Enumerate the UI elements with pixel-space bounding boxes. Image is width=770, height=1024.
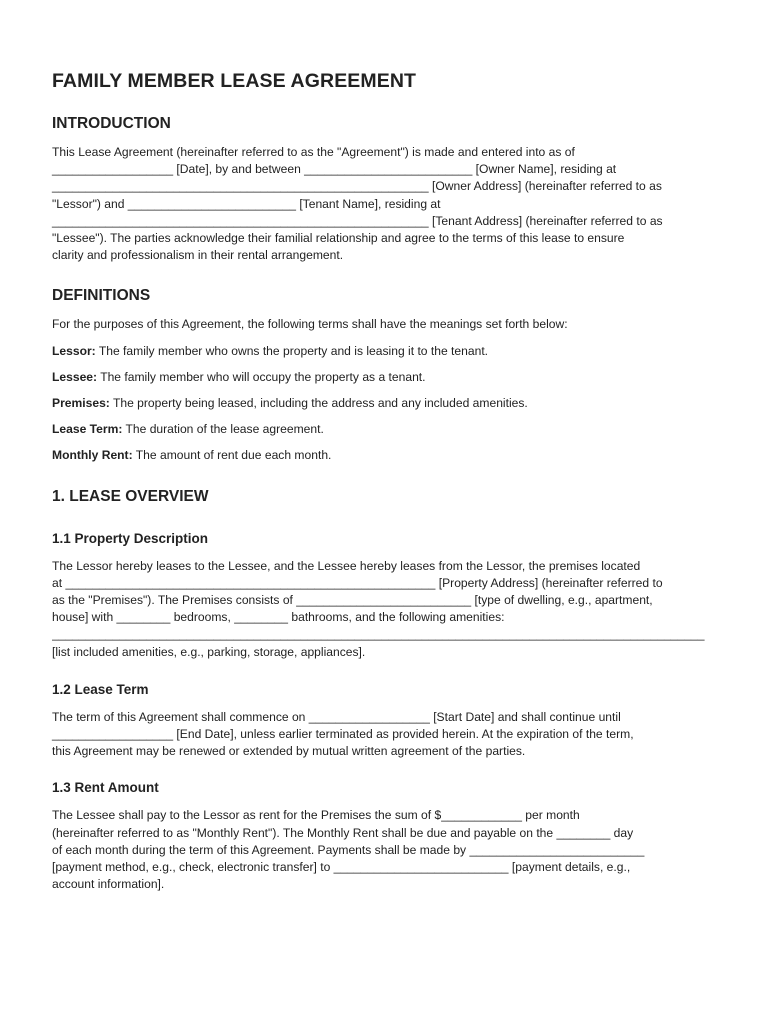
term-line: The term of this Agreement shall commence on __________________ [Start Date] and shall continue until [52, 709, 621, 724]
definition-item [52, 395, 718, 412]
property-line: _________________________________________________________________________________________________ [52, 627, 705, 642]
definition-item [52, 447, 718, 464]
rent-line: of each month during the term of this Agreement. Payments shall be made by __________________________ [52, 842, 645, 857]
definition-term: Monthly Rent: [52, 448, 133, 463]
document-title: FAMILY MEMBER LEASE AGREEMENT [52, 70, 417, 92]
definition-item [52, 369, 718, 386]
definition-item [52, 343, 718, 360]
rent-line: account information]. [52, 877, 165, 892]
rent-amount-heading: 1.3 Rent Amount [52, 780, 159, 796]
lease-term-paragraph [52, 709, 718, 761]
rent-line: [payment method, e.g., check, electronic transfer] to __________________________ [payment details, e.g., [52, 860, 631, 875]
definitions-intro: For the purposes of this Agreement, the following terms shall have the meanings set forth below: [52, 317, 568, 332]
introduction-line: "Lessor") and _________________________ [Tenant Name], residing at [52, 196, 441, 211]
lease-overview-heading: 1. LEASE OVERVIEW [52, 487, 209, 505]
property-line: as the "Premises"). The Premises consists of __________________________ [type of dwelling, e.g., apartment, [52, 593, 653, 608]
property-description-paragraph [52, 558, 718, 661]
definition-text: The duration of the lease agreement. [122, 422, 324, 437]
definition-term: Lessor: [52, 343, 96, 358]
definition-text: The amount of rent due each month. [132, 448, 332, 463]
property-line: The Lessor hereby leases to the Lessee, and the Lessee hereby leases from the Lessor, the premises located [52, 558, 641, 573]
definitions-heading: DEFINITIONS [52, 287, 151, 305]
definition-text: The family member who owns the property and is leasing it to the tenant. [95, 343, 489, 358]
property-description-heading: 1.1 Property Description [52, 530, 209, 546]
definition-text: The property being leased, including the address and any included amenities. [109, 396, 528, 411]
introduction-line: ________________________________________________________ [Owner Address] (hereinafter referred to as [52, 179, 662, 194]
property-line: at _______________________________________________________ [Property Address] (hereinafter referred to [52, 575, 663, 590]
introduction-line: "Lessee"). The parties acknowledge their familial relationship and agree to the terms of this lease to ensure [52, 231, 625, 246]
definition-term: Lease Term: [52, 422, 123, 437]
introduction-line: __________________ [Date], by and between _________________________ [Owner Name], residing at [52, 162, 617, 177]
introduction-line: ________________________________________________________ [Tenant Address] (hereinafter referred to as [52, 213, 663, 228]
term-line: __________________ [End Date], unless earlier terminated as provided herein. At the expiration of the term, [52, 727, 634, 742]
definition-term: Lessee: [52, 369, 98, 384]
definition-item [52, 421, 718, 438]
definition-term: Premises: [52, 396, 110, 411]
property-line: house] with ________ bedrooms, ________ bathrooms, and the following amenities: [52, 610, 505, 625]
introduction-paragraph [52, 144, 718, 264]
rent-line: The Lessee shall pay to the Lessor as rent for the Premises the sum of $____________ per month [52, 808, 580, 823]
term-line: this Agreement may be renewed or extended by mutual written agreement of the parties. [52, 744, 526, 759]
property-line: [list included amenities, e.g., parking, storage, appliances]. [52, 644, 366, 659]
lease-term-heading: 1.2 Lease Term [52, 681, 149, 697]
rent-amount-paragraph [52, 807, 718, 893]
introduction-heading: INTRODUCTION [52, 115, 171, 132]
introduction-line: clarity and professionalism in their rental arrangement. [52, 248, 344, 263]
definition-text: The family member who will occupy the property as a tenant. [97, 369, 426, 384]
rent-line: (hereinafter referred to as "Monthly Rent"). The Monthly Rent shall be due and payable on the ________ day [52, 825, 634, 840]
introduction-line: This Lease Agreement (hereinafter referred to as the "Agreement") is made and entered into as of [52, 145, 575, 159]
